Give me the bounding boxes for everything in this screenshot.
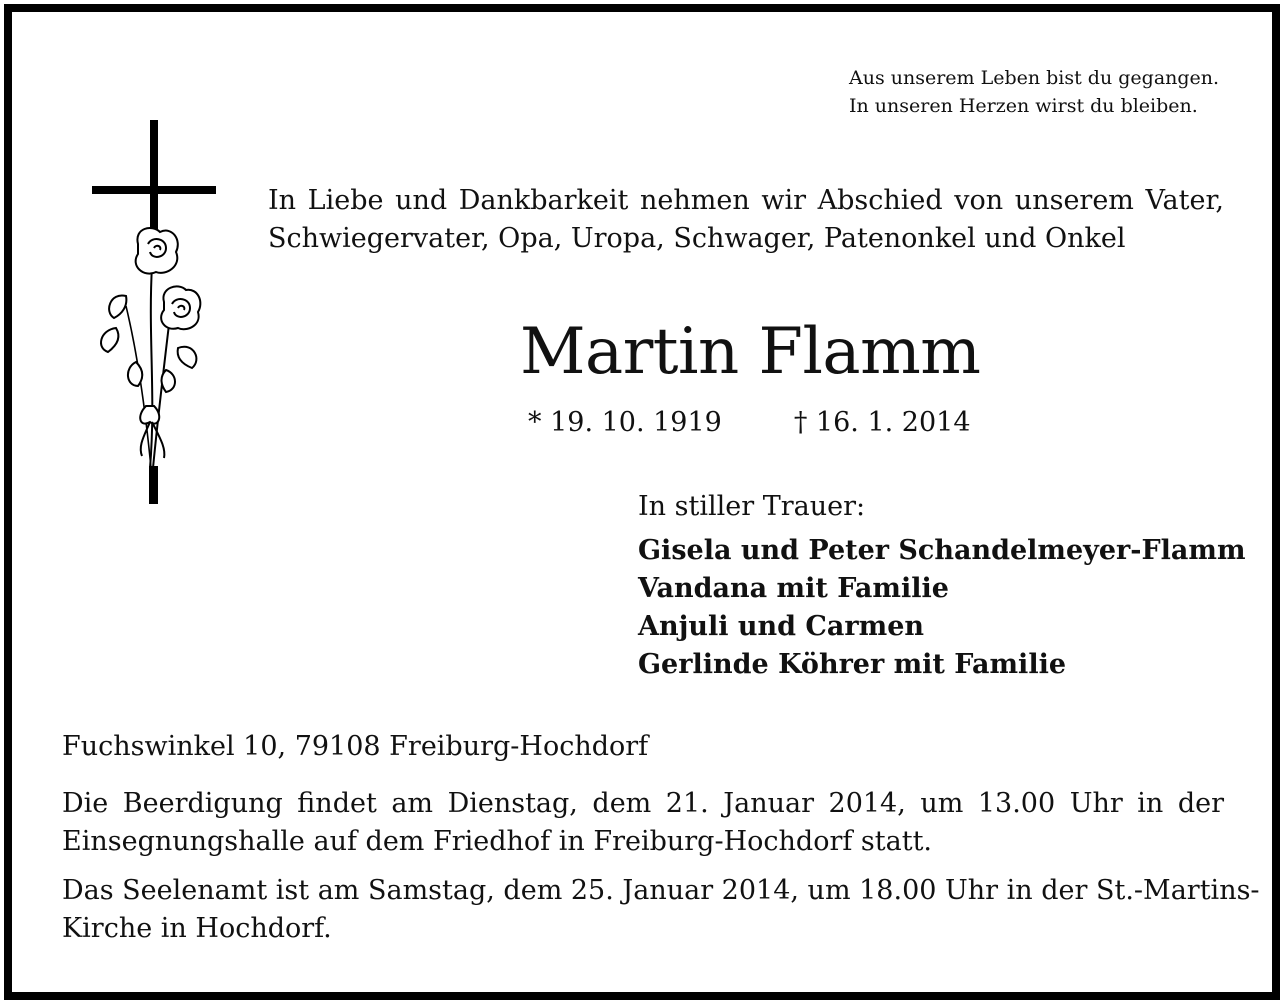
requiem-line-1: Das Seelenamt ist am Samstag, dem 25. Januar 2014, um 18.00 Uhr in der St.-Martins- xyxy=(62,875,1260,906)
deceased-name: Martin Flamm xyxy=(520,315,981,389)
funeral-line-1: Die Beerdigung findet am Dienstag, dem 21. Januar 2014, um 13.00 Uhr in der xyxy=(62,788,1224,819)
birth-date: * 19. 10. 1919 xyxy=(528,407,722,438)
mourning-heading: In stiller Trauer: xyxy=(638,491,866,522)
motto-line-1: Aus unserem Leben bist du gegangen. xyxy=(849,67,1220,89)
intro-line-1: In Liebe und Dankbarkeit nehmen wir Abschied von unserem Vater, xyxy=(268,185,1224,216)
requiem-info xyxy=(62,872,1260,948)
obituary-notice xyxy=(4,4,1280,1000)
motto xyxy=(849,64,1249,120)
intro-text xyxy=(268,182,1224,258)
death-date: † 16. 1. 2014 xyxy=(793,407,971,438)
funeral-line-2: Einsegnungshalle auf dem Friedhof in Freiburg-Hochdorf statt. xyxy=(62,826,933,857)
mourner: Vandana mit Familie xyxy=(638,573,949,604)
mourner: Gerlinde Köhrer mit Familie xyxy=(638,649,1067,680)
life-dates xyxy=(528,405,971,441)
requiem-line-2: Kirche in Hochdorf. xyxy=(62,913,332,944)
cross-with-roses-icon xyxy=(86,116,216,506)
family-address: Fuchswinkel 10, 79108 Freiburg-Hochdorf xyxy=(62,731,649,762)
mourner: Anjuli und Carmen xyxy=(638,611,925,642)
mourners-list xyxy=(638,532,1246,684)
mourner: Gisela und Peter Schandelmeyer-Flamm xyxy=(638,535,1246,566)
funeral-info xyxy=(62,785,1224,861)
motto-line-2: In unseren Herzen wirst du bleiben. xyxy=(849,95,1198,117)
intro-line-2: Schwiegervater, Opa, Uropa, Schwager, Patenonkel und Onkel xyxy=(268,223,1126,254)
